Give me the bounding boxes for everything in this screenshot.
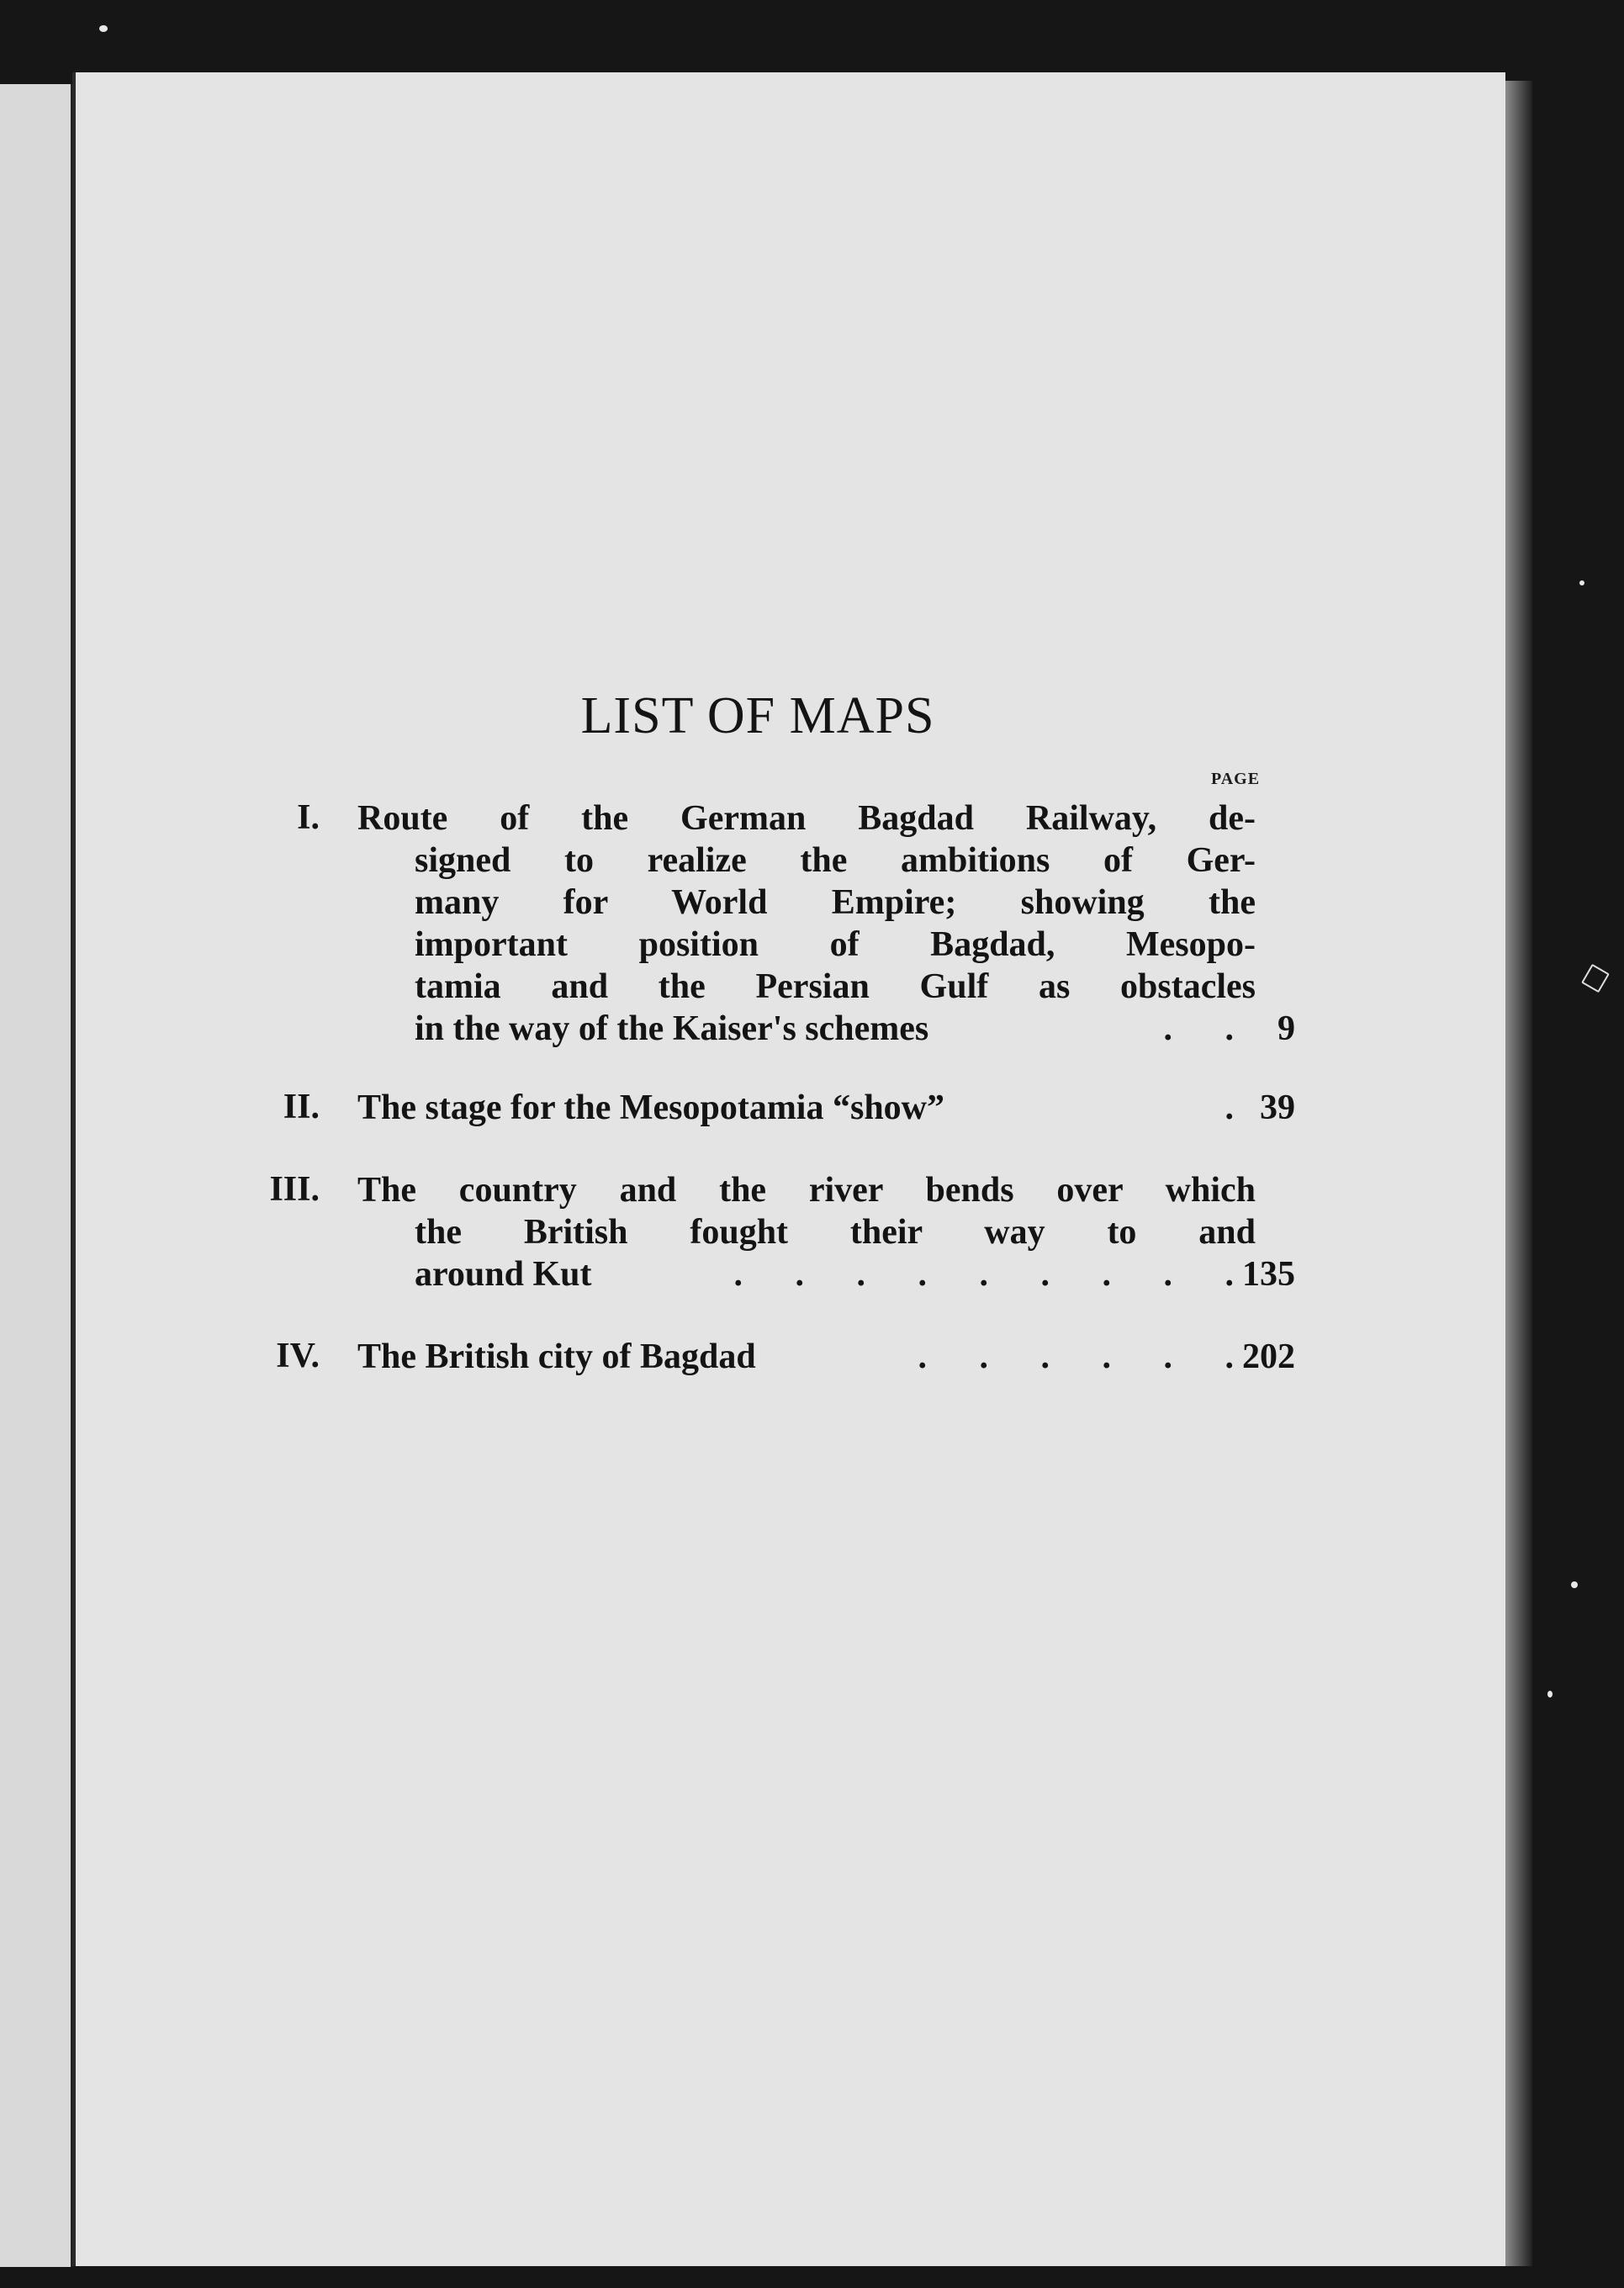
entry-number: I. xyxy=(297,798,320,837)
dust-speck xyxy=(1581,964,1610,993)
page-number: 202 xyxy=(1242,1337,1295,1376)
page-title: LIST OF MAPS xyxy=(580,687,935,744)
entry-line-text: The stage for the Mesopotamia “show” xyxy=(357,1088,945,1127)
page-edge-shadow xyxy=(1502,81,1532,2266)
entry-number: III. xyxy=(269,1170,320,1209)
page-number: 39 xyxy=(1260,1088,1295,1127)
entry-line: tamia and the Persian Gulf as obstacles xyxy=(415,967,1256,1006)
entry-text xyxy=(357,797,1287,1050)
entry-line xyxy=(415,1008,1256,1050)
entry-line: the British fought their way to and xyxy=(415,1213,1256,1252)
entry-line-text: in the way of the Kaiser's schemes xyxy=(415,1009,929,1048)
page-column-label: PAGE xyxy=(1211,770,1261,788)
facing-page-edge xyxy=(0,84,73,2267)
entry-line: many for World Empire; showing the xyxy=(415,883,1256,922)
dot-leader: . . . . . . . . . xyxy=(733,1255,1256,1294)
dust-speck xyxy=(1547,1691,1553,1697)
entry-line xyxy=(357,1087,1256,1129)
dot-leader: . . xyxy=(1163,1009,1256,1048)
dust-speck xyxy=(99,25,108,32)
dust-speck xyxy=(1579,580,1584,585)
dust-speck xyxy=(1571,1581,1578,1588)
entry-line: The country and the river bends over which xyxy=(357,1171,1256,1210)
entry-line: signed to realize the ambitions of Ger- xyxy=(415,841,1256,880)
entry-text xyxy=(357,1336,1287,1378)
entry-line: Route of the German Bagdad Railway, de- xyxy=(357,799,1256,838)
entry-text xyxy=(357,1087,1287,1129)
entry-line xyxy=(357,1336,1256,1378)
entry-text xyxy=(357,1169,1287,1295)
entry-line-text: The British city of Bagdad xyxy=(357,1337,756,1376)
entry-line: important position of Bagdad, Mesopo- xyxy=(415,925,1256,964)
entry-number: IV. xyxy=(276,1337,320,1375)
page-number: 9 xyxy=(1278,1009,1295,1048)
page-number: 135 xyxy=(1242,1255,1295,1294)
dot-leader: . xyxy=(1225,1088,1256,1127)
entry-line-text: around Kut xyxy=(415,1255,592,1294)
entry-number: II. xyxy=(283,1088,320,1126)
dot-leader: . . . . . . xyxy=(918,1337,1256,1376)
entry-line xyxy=(415,1253,1256,1295)
